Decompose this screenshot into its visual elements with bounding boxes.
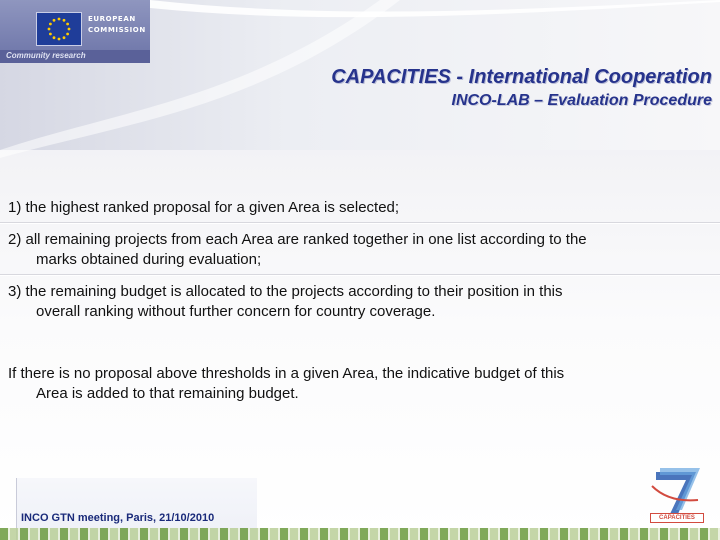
- footer-meeting-label: INCO GTN meeting, Paris, 21/10/2010: [21, 512, 215, 524]
- divider: [0, 222, 720, 224]
- list-item-text: 2) all remaining projects from each Area are ranked together in one list according to the: [8, 231, 587, 248]
- slide-title: CAPACITIES - International Cooperation: [331, 66, 712, 88]
- ec-logo-text: [88, 14, 150, 36]
- ec-logo-line1: EUROPEAN: [88, 15, 136, 23]
- list-item: [0, 230, 720, 270]
- note-text: If there is no proposal above thresholds in a given Area, the indicative budget of this: [8, 365, 565, 382]
- list-item: [0, 198, 720, 218]
- list-item-text: 3) the remaining budget is allocated to the projects according to their position in this: [8, 283, 563, 300]
- note-continuation: Area is added to that remaining budget.: [36, 385, 299, 402]
- eu-flag-icon: [36, 12, 82, 46]
- ec-logo-line2: COMMISSION: [88, 26, 146, 34]
- list-item-continuation: marks obtained during evaluation;: [36, 251, 262, 268]
- list-item-continuation: overall ranking without further concern for country coverage.: [36, 303, 436, 320]
- divider: [0, 274, 720, 276]
- slide-subtitle: INCO-LAB – Evaluation Procedure: [451, 92, 712, 109]
- fp7-capacities-label: CAPACITIES: [650, 513, 704, 523]
- community-research-label: Community research: [6, 51, 86, 60]
- list-item-text: 1) the highest ranked proposal for a given Area is selected;: [8, 199, 400, 216]
- list-item: [0, 282, 720, 322]
- eu-stars-icon: [37, 13, 81, 45]
- bottom-decorative-stripe: [0, 528, 720, 540]
- note-paragraph: [0, 364, 720, 404]
